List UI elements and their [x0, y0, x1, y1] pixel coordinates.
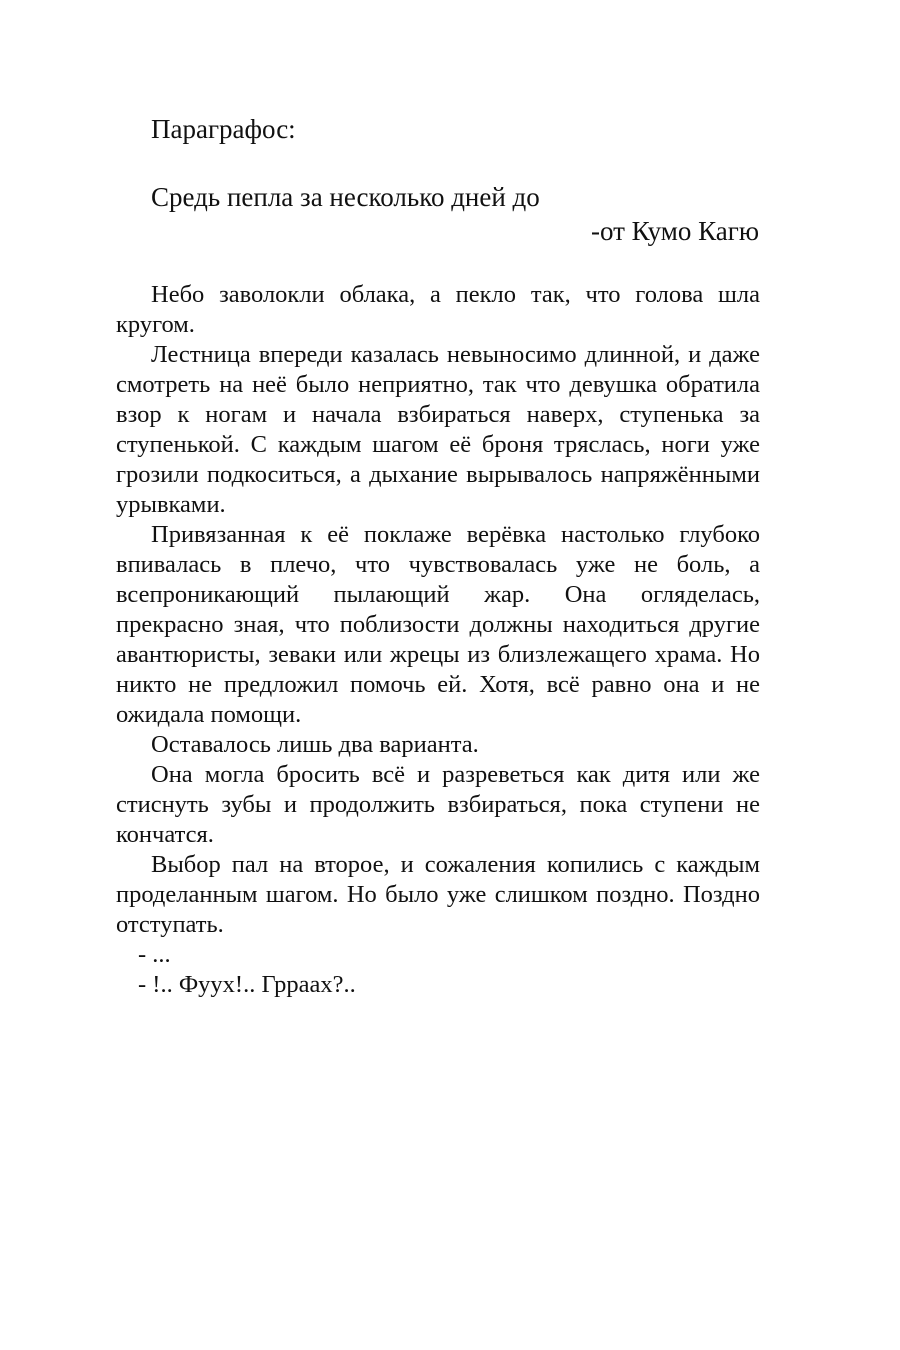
paragraph: Лестница впереди казалась невыносимо длинной, и даже смотреть на неё было неприятно, так что девушка обратила взор к ногам и начала взбираться наверх, ступенька за ступенькой. С каждым шагом её броня тряслась, ноги уже грозили подкоситься, а дыхание вырывалось напряжёнными урывками.	[116, 341, 760, 518]
dialogue-line: - ...	[138, 941, 171, 968]
story-author: -от Кумо Кагю	[590, 216, 759, 246]
paragraph: Она могла бросить всё и разреветься как дитя или же стиснуть зубы и продолжить взбираться, пока ступени не кончатся.	[116, 761, 760, 848]
dialogue-line: - !.. Фуух!.. Грраах?..	[138, 971, 356, 998]
story-title: Средь пепла за несколько дней до	[151, 182, 540, 212]
paragraph: Привязанная к её поклаже верёвка настолько глубоко впивалась в плечо, что чувствовалась уже не боль, а всепроникающий пылающий жар. Она огляделась, прекрасно зная, что поблизости должны находиться другие авантюристы, зеваки или жрецы из близлежащего храма. Но никто не предложил помочь ей. Хотя, всё равно она и не ожидала помощи.	[116, 521, 760, 728]
paragraph: Оставалось лишь два варианта.	[151, 731, 479, 758]
paragraph: Выбор пал на второе, и сожаления копились с каждым проделанным шагом. Но было уже слишком поздно. Поздно отступать.	[116, 851, 760, 938]
story-body	[116, 280, 760, 1000]
paragraph: Небо заволокли облака, а пекло так, что голова шла кругом.	[116, 281, 760, 338]
section-label: Параграфос:	[151, 114, 296, 144]
